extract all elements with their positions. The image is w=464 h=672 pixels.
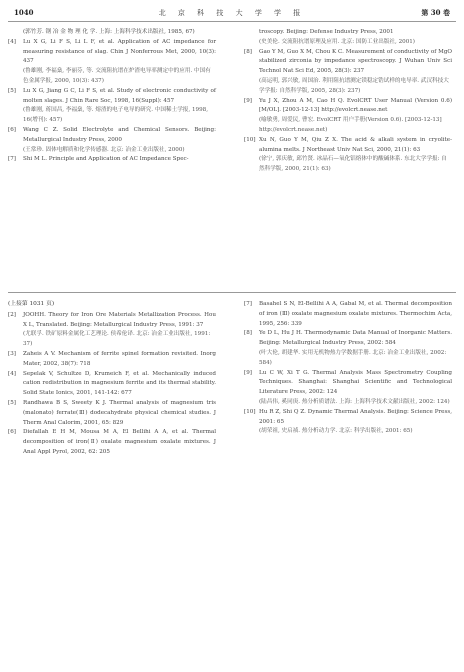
reference-number: [ 3 ] xyxy=(8,350,16,360)
reference-text: Zaheis A V. Mechanism of ferrite spinel formation revisited. Inorg Mater, 2002, 38(7): 718 xyxy=(23,350,216,367)
reference-number: [ 6 ] xyxy=(8,428,16,438)
reference-entry xyxy=(244,136,452,175)
reference-chinese-translation: (陆昌伟, 奚同庚. 热分析质谱法. 上海: 上海科学技术文献出版社, 2002: 124) xyxy=(259,398,450,405)
reference-entry xyxy=(8,38,216,87)
reference-chinese-translation: (鲁雄刚, 李福燊, 李丽芬, 等. 交流阻抗谱在炉渣电导率测定中的应用. 中国有色金属学报, 2000, 10(3): 437) xyxy=(23,68,211,84)
reference-entry xyxy=(244,329,452,368)
reference-chinese-translation: (徐宁, 郭庆敏, 邱竹贤. 冰晶石—氧化铝熔体中的酸碱体系. 东北大学学报: 自然科学版, 2000, 21(1): 63) xyxy=(259,156,447,173)
reference-text: Basahel S N, El-Bellihi A A, Gabal M, et al. Thermal decomposition of iron (Ⅲ) oxalate magnesium oxalate mixtures. Thermochim Acta, 1995, 256: 339 xyxy=(259,301,452,327)
reference-number: [ 10 ] xyxy=(244,408,256,418)
reference-chinese-translation: (鲁雄刚, 蒋国昌, 李福燊, 等. 熔渣的电子电导的研究. 中国稀土学报, 1998, 16(增刊): 457) xyxy=(23,107,208,124)
reference-text: Shi M L. Principle and Application of AC Impedance Spec- xyxy=(23,156,189,163)
reference-text: Lu X G, Jiang G C, Li F S, et al. Study of electronic conductivity of molten slages. J Chin Rare Soc, 1998, 16(Suppl): 457 xyxy=(23,87,216,104)
reference-text: Gao Y M, Guo X M, Chou K C. Measurement of conductivity of MgO stabilized zirconia by impedance spectroscopy. J Wuhan Univ Sci Technol Nat Sci Ed, 2005, 28(3): 237 xyxy=(259,48,452,75)
reference-number: [ 4 ] xyxy=(8,370,16,380)
reference-entry xyxy=(244,28,452,48)
continuation-heading: (上接第 1031 页) xyxy=(8,301,55,307)
reference-text: Xu N, Guo Y M, Qiu Z X. The acid & alkali system in cryolite-alumina melts. J Northeast Univ Nat Sci, 2000, 21(1): 63 xyxy=(259,136,452,153)
volume-label: 第 30 卷 xyxy=(421,8,450,17)
section-divider xyxy=(8,292,456,293)
header-rule xyxy=(8,21,456,22)
journal-title: 北 京 科 技 大 学 学 报 xyxy=(158,9,306,17)
reference-text: Lu C W, Xi T G. Thermal Analysis Mass Spectrometry Coupling Techniques. Shanghai: Shanghai Scientific and Technological Literature Press, 2002: 124 xyxy=(259,369,452,396)
reference-text: JOOHH. Theory for Iron Ore Materials Metallization Process. Hou X L, Translated. Beijing: Metallurgical Industry Press, 1991: 37 xyxy=(23,311,216,328)
reference-text: Hu R Z, Shi Q Z. Dynamic Thermal Analysis. Beijing: Science Press, 2001: 65 xyxy=(259,408,452,425)
bottom-left-reference-column xyxy=(8,300,216,458)
page-number: 1040 xyxy=(14,8,34,17)
reference-entry xyxy=(244,408,452,437)
reference-chinese-translation: (尤联孚. 铁矿原料金属化工艺理论. 侯希伦译. 北京: 冶金工业出版社, 1991: 37) xyxy=(23,331,211,348)
reference-entry xyxy=(8,311,216,350)
reference-entry xyxy=(8,350,216,370)
reference-chinese-translation: (高运明, 郭兴敏, 周国治. 利用阻抗谱测定镁稳定锆试样的电导率. 武汉科技大学学报: 自然科学版, 2005, 28(3): 237) xyxy=(259,77,449,94)
reference-text: Randhawa B S, Sweety K J. Thermal analysis of magnesium tris (malonato) ferrate(Ⅲ) dodecahydrate physical chemical studies. J Therm Anal Calorim, 2001, 65: 829 xyxy=(23,399,216,426)
bottom-right-reference-column xyxy=(244,300,452,437)
reference-number: [ 5 ] xyxy=(8,399,16,409)
reference-entry xyxy=(244,97,452,136)
reference-text: Ye D L, Hu J H. Thermodynamic Data Manual of Inorganic Matters. Beijing: Metallurgical Industry Press, 2002: 584 xyxy=(259,330,452,347)
reference-entry xyxy=(8,155,216,165)
reference-chinese-translation: (胡荣祖, 史启祯. 热分析动力学. 北京: 科学出版社, 2001: 65) xyxy=(259,428,413,435)
reference-number: [ 7 ] xyxy=(244,300,252,310)
reference-entry xyxy=(8,87,216,126)
reference-entry xyxy=(244,48,452,97)
reference-text: Lu X G, Li F S, Li L F, et al. Application of AC impedance for measuring resistance of slag. Chin J Nonferrous Met, 2000, 10(3): 437 xyxy=(23,38,216,65)
reference-chinese-translation: (喻敏勇, 周爱民, 曹宏. EvolCRT 用户手册(Version 0.6). [2003-12-13] http://evolcrt.nease.net) xyxy=(259,117,442,133)
reference-entry xyxy=(8,370,216,399)
reference-chinese-translation: (叶大伦, 胡建华. 实用无机物热力学数据手册. 北京: 冶金工业出版社, 2002: 584) xyxy=(259,349,447,366)
reference-number: [ 9 ] xyxy=(244,97,252,107)
reference-entry xyxy=(244,300,452,329)
reference-text: Diefallah E H M, Mousa M A, El Bellihi A A, et al. Thermal decomposition of iron(Ⅱ) oxalate magnesium oxalate mixtures. J Anal Appl Pyrol, 2002, 62: 205 xyxy=(23,429,216,455)
reference-number: [ 5 ] xyxy=(8,87,16,97)
reference-entry xyxy=(8,399,216,428)
reference-text: Sepelak V, Schultze D, Krumeich F, et al. Mechanically induced cation redistribution in magnesium ferrite and its thermal stability. Solid State Ionics, 2001, 141-142: 677 xyxy=(23,370,216,397)
reference-number: [ 2 ] xyxy=(8,311,16,321)
reference-entry xyxy=(244,369,452,408)
reference-number: [ 7 ] xyxy=(8,155,16,165)
reference-number: [ 4 ] xyxy=(8,38,16,48)
reference-chinese-translation: (王常珍. 固体电解质和化学传感器. 北京: 冶金工业出版社, 2000) xyxy=(23,146,185,153)
reference-entry xyxy=(8,28,216,38)
reference-chinese-translation: (史美伦. 交流阻抗谱原理及应用. 北京: 国防工业出版社, 2001) xyxy=(259,38,415,45)
running-header xyxy=(0,6,464,20)
top-right-reference-column xyxy=(244,28,452,175)
reference-text: troscopy. Beijing: Defense Industry Press, 2001 xyxy=(259,29,394,35)
reference-number: [ 10 ] xyxy=(244,136,256,146)
reference-entry xyxy=(8,428,216,457)
reference-number: [ 6 ] xyxy=(8,126,16,136)
top-left-reference-column xyxy=(8,28,216,165)
reference-entry xyxy=(8,126,216,155)
reference-text: Yu J X, Zhou A M, Cao H Q. EvolCRT User Manual (Version 0.6) [M/OL]. [2003-12-13] http://evolcrt.nease.net xyxy=(259,97,452,114)
reference-number: [ 8 ] xyxy=(244,329,252,339)
reference-number: [ 9 ] xyxy=(244,369,252,379)
reference-text: (郭竹芳. 钢 冶 金 物 理 化 学. 上海: 上海科学技术出版社, 1985, 67) xyxy=(23,29,195,35)
reference-text: Wang C Z. Solid Electrolyte and Chemical Sensors. Beijing: Metallurgical Industry Press, 2000 xyxy=(23,126,216,143)
reference-number: [ 8 ] xyxy=(244,48,252,58)
